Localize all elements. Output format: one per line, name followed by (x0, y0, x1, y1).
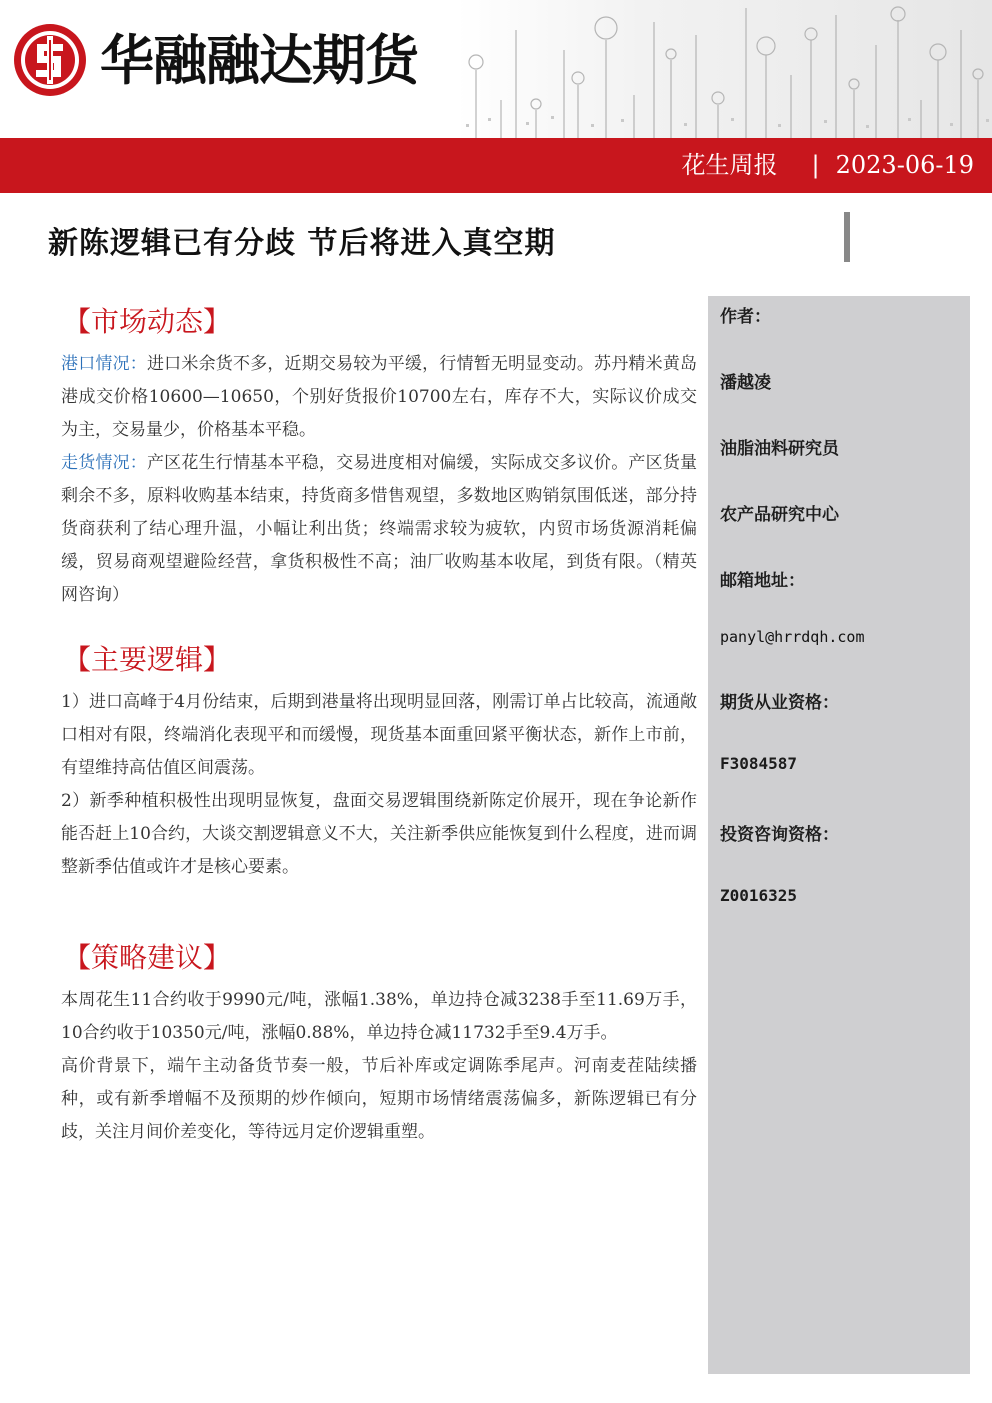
section-heading-market: 【市场动态】 (63, 305, 232, 338)
report-date: 2023-06-19 (835, 151, 974, 179)
report-separator: | (811, 151, 820, 179)
port-text: 进口米余货不多，近期交易较为平缓，行情暂无明显变动。苏丹精米黄岛港成交价格10600—10650，个别好货报价10700左右，库存不大，实际议价成交为主，交易量少，价格基本平稳。 (61, 354, 698, 440)
email-link[interactable]: panyl@hrrdqh.com (720, 628, 865, 646)
email-label: 邮箱地址： (720, 571, 805, 591)
main-content (61, 296, 697, 1149)
author-sidebar (708, 296, 970, 1374)
paragraph-logic-1: 1）进口高峰于4月份结束，后期到港量将出现明显回落，刚需订单占比较高，流通敞口相对有限，终端消化表现平和而缓慢，现货基本面重回紧平衡状态，新作上市前，有望维持高估值区间震荡。 (61, 692, 697, 778)
flow-label: 走货情况： (61, 453, 147, 473)
advisory-license-id: Z0016325 (720, 886, 798, 905)
section-heading-strategy: 【策略建议】 (63, 941, 232, 974)
paragraph-strategy-1: 本周花生11合约收于9990元/吨，涨幅1.38%，单边持仓减3238手至11.69万手，10合约收于10350元/吨，涨幅0.88%，单边持仓减11732手至9.4万手。 (61, 990, 697, 1043)
company-name: 华融融达期货 (100, 29, 418, 92)
author-label: 作者： (720, 307, 771, 327)
paragraph-strategy-2: 高价背景下，端午主动备货节奏一般，节后补库或定调陈季尾声。河南麦茬陆续播种，或有新季增幅不及预期的炒作倾向，短期市场情绪震荡偏多，新陈逻辑已有分歧，关注月间价差变化，等待远月定价逻辑重塑。 (61, 1056, 697, 1142)
header-decoration (456, 0, 992, 138)
section-heading-logic: 【主要逻辑】 (63, 643, 232, 676)
author-dept: 农产品研究中心 (720, 505, 839, 525)
paragraph-logic-2: 2）新季种植积极性出现明显恢复，盘面交易逻辑围绕新陈定价展开，现在争论新作能否赶上10合约，大谈交割逻辑意义不大，关注新季供应能恢复到什么程度，进而调整新季估值或许才是核心要素。 (61, 791, 697, 877)
document-title: 新陈逻辑已有分歧 节后将进入真空期 (48, 226, 556, 261)
futures-license-id: F3084587 (720, 754, 798, 773)
header (0, 0, 992, 138)
futures-license-label: 期货从业资格： (720, 693, 839, 713)
company-logo-icon (12, 22, 88, 98)
author-name: 潘越凌 (720, 373, 771, 393)
author-role: 油脂油料研究员 (720, 439, 839, 459)
report-type: 花生周报 (681, 151, 778, 179)
advisory-license-label: 投资咨询资格： (720, 825, 839, 845)
title-rule (844, 212, 850, 262)
paragraph-flow (61, 447, 697, 612)
report-bar (0, 138, 992, 193)
report-info (682, 138, 974, 193)
paragraph-port (61, 348, 697, 447)
flow-text: 产区花生行情基本平稳，交易进度相对偏缓，实际成交多议价。产区货量剩余不多，原料收购基本结束，持货商多惜售观望，多数地区购销氛围低迷，部分持货商获利了结心理升温，小幅让利出货；终端需求较为疲软，内贸市场货源消耗偏缓，贸易商观望避险经营，拿货积极性不高；油厂收购基本收尾，到货有限。（精英网咨询） (61, 453, 698, 605)
port-label: 港口情况： (61, 354, 147, 374)
